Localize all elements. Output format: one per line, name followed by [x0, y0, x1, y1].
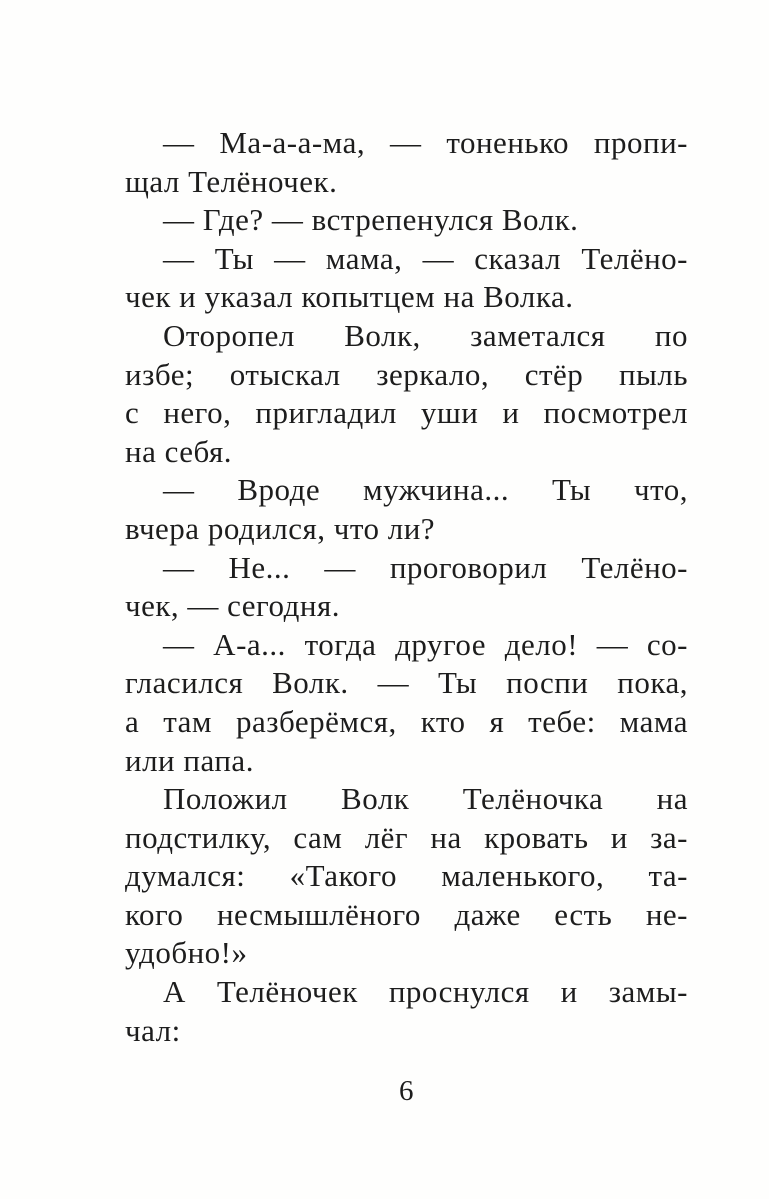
text-line: чал:: [125, 1012, 181, 1048]
text-line: чек и указал копытцем на Волка.: [125, 279, 574, 315]
text-line: а там разберёмся, кто я тебе: мама: [125, 703, 688, 739]
text-line: — Ма-а-а-ма, — тоненько пропи-: [163, 125, 688, 160]
text-line: — А-а... тогда другое дело! — со-: [163, 626, 688, 662]
text-line: избе; отыскал зеркало, стёр пыль: [125, 356, 688, 392]
text-line: — Вроде мужчина... Ты что,: [163, 472, 688, 508]
text-line: щал Телёночек.: [125, 163, 338, 199]
text-line: — Где? — встрепенулся Волк.: [163, 202, 579, 238]
text-line: с него, пригладил уши и посмотрел: [125, 395, 688, 431]
text-line: на себя.: [125, 433, 233, 469]
text-line: чек, — сегодня.: [125, 588, 340, 624]
text-line: подстилку, сам лёг на кровать и за-: [125, 819, 688, 855]
text-line: — Ты — мама, — сказал Телёно-: [163, 240, 688, 276]
text-line: — Не... — проговорил Телёно-: [163, 549, 688, 585]
text-line: А Телёночек проснулся и замы-: [163, 974, 688, 1010]
page-number: 6: [399, 1075, 414, 1107]
text-line: кого несмышлёного даже есть не-: [125, 896, 688, 932]
story-text-block: [125, 124, 688, 1050]
text-line: вчера родился, что ли?: [125, 510, 436, 546]
text-line: или папа.: [125, 742, 254, 778]
text-line: удобно!»: [125, 935, 248, 971]
text-line: гласился Волк. — Ты поспи пока,: [125, 665, 688, 701]
text-line: думался: «Такого маленького, та-: [125, 858, 688, 894]
text-line: Положил Волк Телёночка на: [163, 781, 688, 817]
text-line: Оторопел Волк, заметался по: [163, 317, 688, 353]
